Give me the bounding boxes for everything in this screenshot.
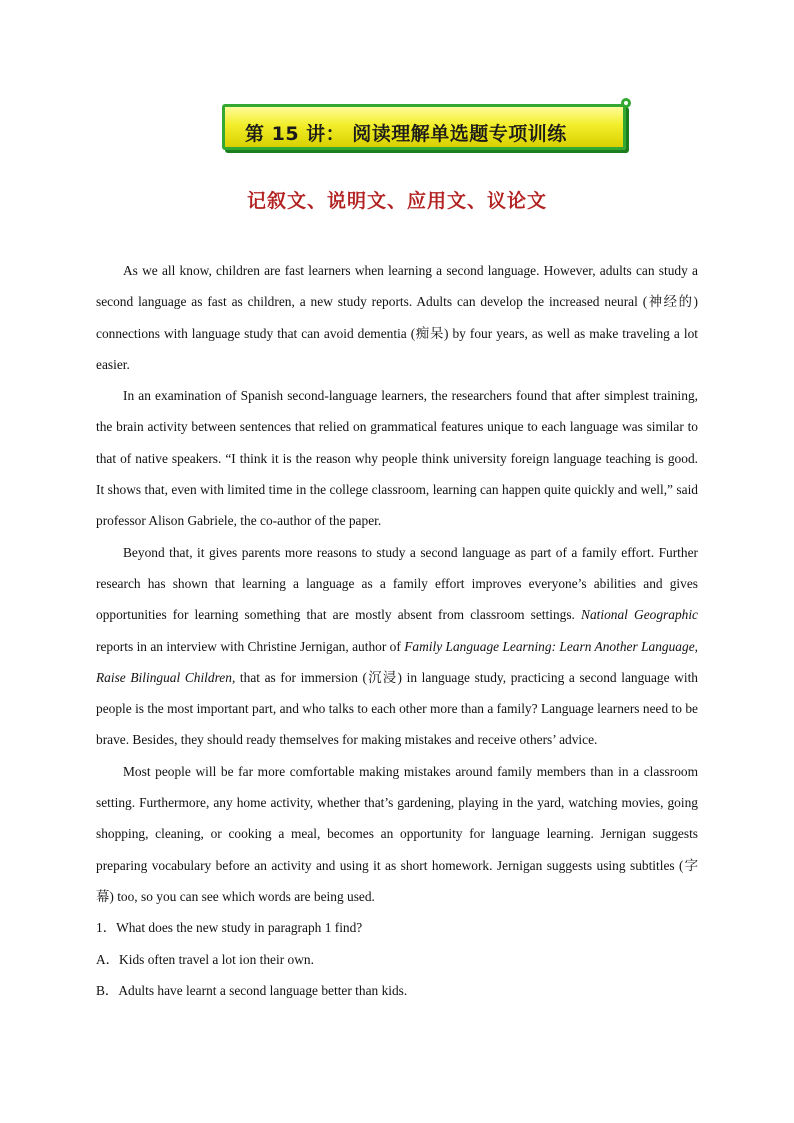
paragraph-3-text: , (694, 638, 698, 654)
paragraph-4: Most people will be far more comfortable making mistakes around family members than in a classroom setting. Furthermore, any home activity, whether that’s gardening, playing in the yard, watching movies, going shopping, cleaning, or cooking a meal, becomes an opportunity for language learning. Jernigan suggests preparing vocabulary before an activity and using it as short homework. Jernigan suggests using subtitles (字幕) too, so you can see which words are being used. (96, 763, 698, 904)
banner-box (222, 104, 626, 150)
question-1 (96, 912, 698, 1006)
paragraph-1: As we all know, children are fast learners when learning a second language. However, adults can study a second language as fast as children, a new study reports. Adults can develop the increased neural (神经的) connections with language study that can avoid dementia (痴呆) by four years, as well as make traveling a lot easier. (96, 263, 698, 372)
paragraph-3 (96, 537, 698, 756)
paragraph-3-text: Beyond that, it gives parents more reasons to study a second language as part of a family effort. Further research has shown that learning a language as a family effort improves everyone’s abilities and gives opportunities for learning something that are mostly absent from classroom settings. (96, 544, 698, 623)
magazine-title: National Geographic (581, 607, 698, 623)
reading-passage (96, 255, 698, 1006)
option-b: B．Adults have learnt a second language better than kids. (96, 982, 408, 998)
book-subtitle: Raise Bilingual Children (96, 669, 232, 685)
banner-scroll-curl (621, 98, 631, 108)
paragraph-3-text: , that as for immersion (沉浸) in language study, practicing a second language with people is the most important part, and who talks to each other more than a family? Language learners need to be brave. Besides, they should ready themselves for making mistakes and receive others’ advice. (96, 669, 698, 748)
question-stem: 1．What does the new study in paragraph 1 find? (96, 920, 363, 936)
book-title: Family Language Learning: Learn Another Language (404, 638, 695, 654)
genre-subtitle: 记叙文、说明文、应用文、议论文 (246, 190, 547, 212)
banner-title: 第 15 讲： 阅读理解单选题专项训练 (245, 123, 567, 145)
option-a: A．Kids often travel a lot ion their own. (96, 951, 314, 967)
paragraph-2: In an examination of Spanish second-language learners, the researchers found that after simplest training, the brain activity between sentences that relied on grammatical features unique to each language was similar to that of native speakers. “I think it is the reason why people think university foreign language teaching is good. It shows that, even with limited time in the college classroom, learning can happen quite quickly and well,” said professor Alison Gabriele, the co-author of the paper. (96, 388, 698, 529)
lesson-banner (222, 100, 630, 156)
paragraph-3-text: reports in an interview with Christine Jernigan, author of (96, 638, 405, 654)
